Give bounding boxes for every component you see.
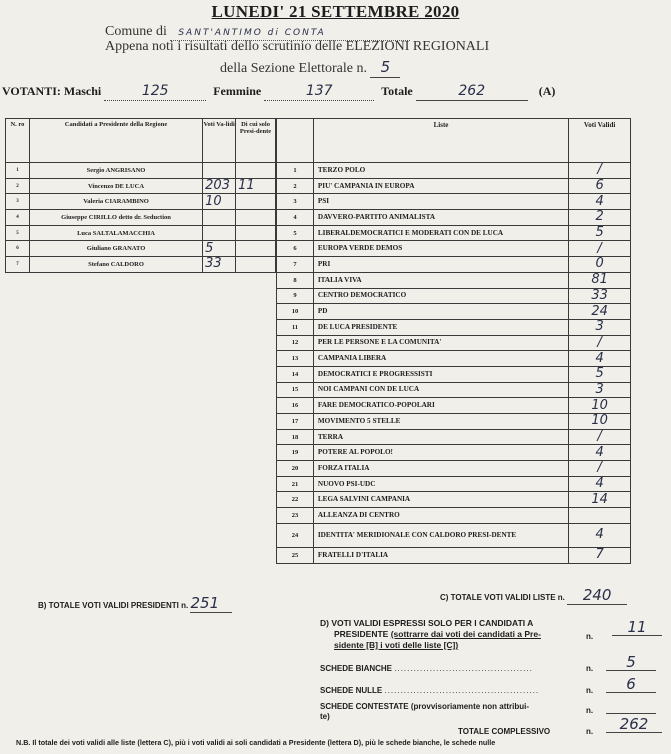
- list-row: [277, 492, 631, 508]
- list-number: 11: [277, 319, 314, 335]
- totale-field: [416, 83, 528, 101]
- list-name: LIBERALDEMOCRATICI E MODERATI CON DE LUCA: [313, 225, 568, 241]
- list-votes: /: [569, 241, 631, 257]
- candidate-number: 3: [6, 194, 30, 210]
- list-number: 1: [277, 163, 314, 179]
- schede-contestate-value: [606, 698, 656, 714]
- list-number: 13: [277, 351, 314, 367]
- total-d-line-1: D) VOTI VALIDI ESPRESSI SOLO PER I CANDIDATI A: [320, 618, 534, 628]
- candidate-row: [6, 178, 276, 194]
- candidates-header-row: [6, 119, 276, 163]
- list-row: [277, 398, 631, 414]
- candidates-header-n: N. ro: [6, 119, 30, 163]
- total-b-label: B) TOTALE VOTI VALIDI PRESIDENTI: [38, 601, 179, 610]
- list-row: [277, 351, 631, 367]
- list-name: ALLEANZA DI CENTRO: [313, 508, 568, 524]
- list-votes: 5: [569, 366, 631, 382]
- list-votes: 0: [569, 257, 631, 273]
- candidate-solo-votes: [236, 210, 276, 226]
- list-number: 24: [277, 523, 314, 547]
- candidate-votes: [203, 225, 236, 241]
- totale-complessivo-n: n.: [586, 727, 594, 736]
- total-c-value: 240: [582, 586, 612, 604]
- list-number: 14: [277, 366, 314, 382]
- list-votes: 7: [569, 547, 631, 563]
- candidates-header-votes: Voti Va-lidi: [203, 119, 236, 163]
- list-row: [277, 382, 631, 398]
- list-votes: 3: [569, 382, 631, 398]
- list-name: PIU' CAMPANIA IN EUROPA: [313, 178, 568, 194]
- candidate-solo-votes: [236, 225, 276, 241]
- list-votes: /: [569, 429, 631, 445]
- list-name: DE LUCA PRESIDENTE: [313, 319, 568, 335]
- candidate-votes: [203, 210, 236, 226]
- candidate-number: 2: [6, 178, 30, 194]
- list-votes: 81: [569, 272, 631, 288]
- list-name: PSI: [313, 194, 568, 210]
- list-name: TERZO POLO: [313, 163, 568, 179]
- list-votes: 24: [569, 304, 631, 320]
- lists-header-name: Liste: [313, 119, 568, 163]
- votanti-suffix: (A): [538, 84, 556, 98]
- list-name: POTERE AL POPOLO!: [313, 445, 568, 461]
- total-b-n: n.: [181, 601, 189, 610]
- list-name: PD: [313, 304, 568, 320]
- list-number: 6: [277, 241, 314, 257]
- list-row: [277, 335, 631, 351]
- schede-nulle-label: SCHEDE NULLE: [320, 686, 383, 695]
- total-c-label: C) TOTALE VOTI VALIDI LISTE: [440, 593, 556, 602]
- list-name: DEMOCRATICI E PROGRESSISTI: [313, 366, 568, 382]
- list-row: [277, 241, 631, 257]
- list-votes: [569, 508, 631, 524]
- list-votes: 5: [569, 225, 631, 241]
- candidate-row: [6, 225, 276, 241]
- totale-value: 262: [458, 83, 486, 99]
- candidates-header-solo: Di cui solo Presi-dente: [236, 119, 276, 163]
- section-field: [370, 58, 400, 78]
- candidate-votes: [203, 163, 236, 179]
- schede-contestate-label-1: SCHEDE CONTESTATE (provvisoriamente non attribui-: [320, 702, 530, 711]
- list-number: 3: [277, 194, 314, 210]
- candidates-header-name: Candidati a Presidente della Regione: [29, 119, 202, 163]
- list-votes: /: [569, 335, 631, 351]
- list-name: MOVIMENTO 5 STELLE: [313, 414, 568, 430]
- candidate-solo-votes: [236, 194, 276, 210]
- list-votes: 10: [569, 398, 631, 414]
- lists-header-votes: Voti Validi: [569, 119, 631, 163]
- list-name: FORZA ITALIA: [313, 461, 568, 477]
- total-b-row: [38, 594, 232, 613]
- list-row: [277, 257, 631, 273]
- total-d-line-3: sidente [B] i voti delle liste [C]): [334, 640, 459, 650]
- list-name: DAVVERO-PARTITO ANIMALISTA: [313, 210, 568, 226]
- list-row: [277, 210, 631, 226]
- list-votes: 6: [569, 178, 631, 194]
- list-name: NUOVO PSI-UDC: [313, 476, 568, 492]
- list-votes: 33: [569, 288, 631, 304]
- candidate-number: 4: [6, 210, 30, 226]
- list-votes: 3: [569, 319, 631, 335]
- candidate-number: 1: [6, 163, 30, 179]
- list-number: 12: [277, 335, 314, 351]
- list-number: 8: [277, 272, 314, 288]
- list-number: 19: [277, 445, 314, 461]
- candidate-name: Sergio ANGRISANO: [29, 163, 202, 179]
- list-row: [277, 508, 631, 524]
- candidate-name: Giuseppe CIRILLO detto dr. Seduction: [29, 210, 202, 226]
- list-name: CENTRO DEMOCRATICO: [313, 288, 568, 304]
- candidate-votes: 5: [203, 241, 236, 257]
- list-name: FRATELLI D'ITALIA: [313, 547, 568, 563]
- list-name: TERRA: [313, 429, 568, 445]
- list-number: 7: [277, 257, 314, 273]
- lists-table: [276, 118, 631, 564]
- list-name: LEGA SALVINI CAMPANIA: [313, 492, 568, 508]
- lists-header-row: [277, 119, 631, 163]
- list-number: 15: [277, 382, 314, 398]
- list-row: [277, 319, 631, 335]
- schede-bianche-label: SCHEDE BIANCHE: [320, 664, 393, 673]
- total-c-n: n.: [557, 593, 565, 602]
- list-row: [277, 445, 631, 461]
- list-row: [277, 163, 631, 179]
- femmine-label: Femmine: [213, 84, 262, 98]
- candidate-votes: 10: [203, 194, 236, 210]
- list-number: 20: [277, 461, 314, 477]
- candidate-name: Luca SALTALAMACCHIA: [29, 225, 202, 241]
- votanti-row: [2, 83, 555, 101]
- list-row: [277, 523, 631, 547]
- list-number: 21: [277, 476, 314, 492]
- list-votes: 14: [569, 492, 631, 508]
- scrutinio-line: Appena noti i risultati dello scrutinio delle ELEZIONI REGIONALI: [105, 39, 490, 54]
- candidate-number: 5: [6, 225, 30, 241]
- list-row: [277, 194, 631, 210]
- totale-complessivo-value: 262: [606, 717, 662, 733]
- comune-value: SANT'ANTIMO di CONTA: [178, 28, 326, 38]
- list-name: EUROPA VERDE DEMOS: [313, 241, 568, 257]
- candidate-row: [6, 257, 276, 273]
- list-votes: 4: [569, 445, 631, 461]
- schede-bianche-row: SCHEDE BIANCHE ...........................................: [320, 664, 533, 673]
- total-d-n: n.: [586, 632, 594, 641]
- list-votes: 2: [569, 210, 631, 226]
- candidate-name: Stefano CALDORO: [29, 257, 202, 273]
- candidate-name: Vincenzo DE LUCA: [29, 178, 202, 194]
- list-row: [277, 547, 631, 563]
- candidate-name: Valeria CIARAMBINO: [29, 194, 202, 210]
- list-row: [277, 178, 631, 194]
- total-d-line-2a: PRESIDENTE: [334, 629, 389, 639]
- list-name: NOI CAMPANI CON DE LUCA: [313, 382, 568, 398]
- list-number: 10: [277, 304, 314, 320]
- candidate-solo-votes: [236, 257, 276, 273]
- list-name: IDENTITA' MERIDIONALE CON CALDORO PRESI-DENTE: [313, 523, 568, 547]
- list-number: 22: [277, 492, 314, 508]
- candidate-row: [6, 210, 276, 226]
- list-name: CAMPANIA LIBERA: [313, 351, 568, 367]
- list-number: 5: [277, 225, 314, 241]
- total-d-block: [320, 618, 582, 651]
- section-number: 5: [380, 58, 391, 76]
- section-label: della Sezione Elettorale n.: [220, 61, 367, 76]
- list-votes: 4: [569, 351, 631, 367]
- total-c-row: [440, 586, 627, 605]
- candidate-votes: 33: [203, 257, 236, 273]
- schede-nulle-value: 6: [606, 677, 656, 693]
- list-votes: /: [569, 461, 631, 477]
- document-title: LUNEDI' 21 SETTEMBRE 2020: [211, 2, 460, 21]
- list-row: [277, 461, 631, 477]
- candidate-row: [6, 163, 276, 179]
- candidate-votes: 203: [203, 178, 236, 194]
- schede-contestate-label-2: te): [320, 712, 330, 721]
- candidate-number: 7: [6, 257, 30, 273]
- footer-note: N.B. Il totale dei voti validi alle liste (lettera C), più i voti validi ai soli candidati a Presidente (lettera D), più le schede bianche, le schede nulle: [16, 738, 496, 747]
- total-d-line-2: [320, 629, 582, 640]
- candidate-row: [6, 241, 276, 257]
- list-row: [277, 288, 631, 304]
- list-votes: 4: [569, 523, 631, 547]
- list-name: PER LE PERSONE E LA COMUNITA': [313, 335, 568, 351]
- list-number: 18: [277, 429, 314, 445]
- femmine-field: [264, 83, 374, 101]
- totale-label: Totale: [381, 84, 413, 98]
- list-row: [277, 304, 631, 320]
- schede-contestate-row: [320, 702, 529, 722]
- schede-bianche-n: n.: [586, 664, 594, 673]
- list-number: 4: [277, 210, 314, 226]
- total-d-line-2b: (sottrarre dai voti dei candidati a Pre-: [390, 629, 541, 639]
- list-row: [277, 366, 631, 382]
- list-number: 16: [277, 398, 314, 414]
- candidate-solo-votes: [236, 241, 276, 257]
- candidate-solo-votes: 11: [236, 178, 276, 194]
- candidate-number: 6: [6, 241, 30, 257]
- list-name: ITALIA VIVA: [313, 272, 568, 288]
- totale-complessivo-label: TOTALE COMPLESSIVO: [458, 727, 551, 736]
- votanti-maschi-label: VOTANTI: Maschi: [2, 84, 102, 98]
- list-votes: /: [569, 163, 631, 179]
- list-row: [277, 225, 631, 241]
- list-votes: 4: [569, 194, 631, 210]
- maschi-field: [104, 83, 206, 101]
- candidates-table: [5, 118, 276, 273]
- list-row: [277, 429, 631, 445]
- schede-nulle-row: SCHEDE NULLE ................................................: [320, 686, 540, 695]
- comune-label: Comune di: [105, 24, 167, 39]
- section-line: [220, 58, 400, 78]
- candidate-solo-votes: [236, 163, 276, 179]
- maschi-value: 125: [141, 83, 169, 99]
- schede-nulle-n: n.: [586, 686, 594, 695]
- list-votes: 10: [569, 414, 631, 430]
- total-b-field: [190, 594, 232, 613]
- list-name: FARE DEMOCRATICO-POPOLARI: [313, 398, 568, 414]
- candidate-name: Giuliano GRANATO: [29, 241, 202, 257]
- total-c-field: [567, 586, 627, 605]
- list-number: 17: [277, 414, 314, 430]
- list-number: 25: [277, 547, 314, 563]
- lists-header-n: [277, 119, 314, 163]
- total-b-value: 251: [190, 594, 220, 612]
- list-row: [277, 272, 631, 288]
- list-votes: 4: [569, 476, 631, 492]
- list-name: PRI: [313, 257, 568, 273]
- total-d-value: 11: [612, 620, 662, 636]
- list-number: 23: [277, 508, 314, 524]
- list-row: [277, 414, 631, 430]
- candidate-row: [6, 194, 276, 210]
- list-number: 9: [277, 288, 314, 304]
- list-row: [277, 476, 631, 492]
- list-number: 2: [277, 178, 314, 194]
- schede-bianche-value: 5: [606, 655, 656, 671]
- femmine-value: 137: [305, 83, 333, 99]
- schede-contestate-n: n.: [586, 706, 594, 715]
